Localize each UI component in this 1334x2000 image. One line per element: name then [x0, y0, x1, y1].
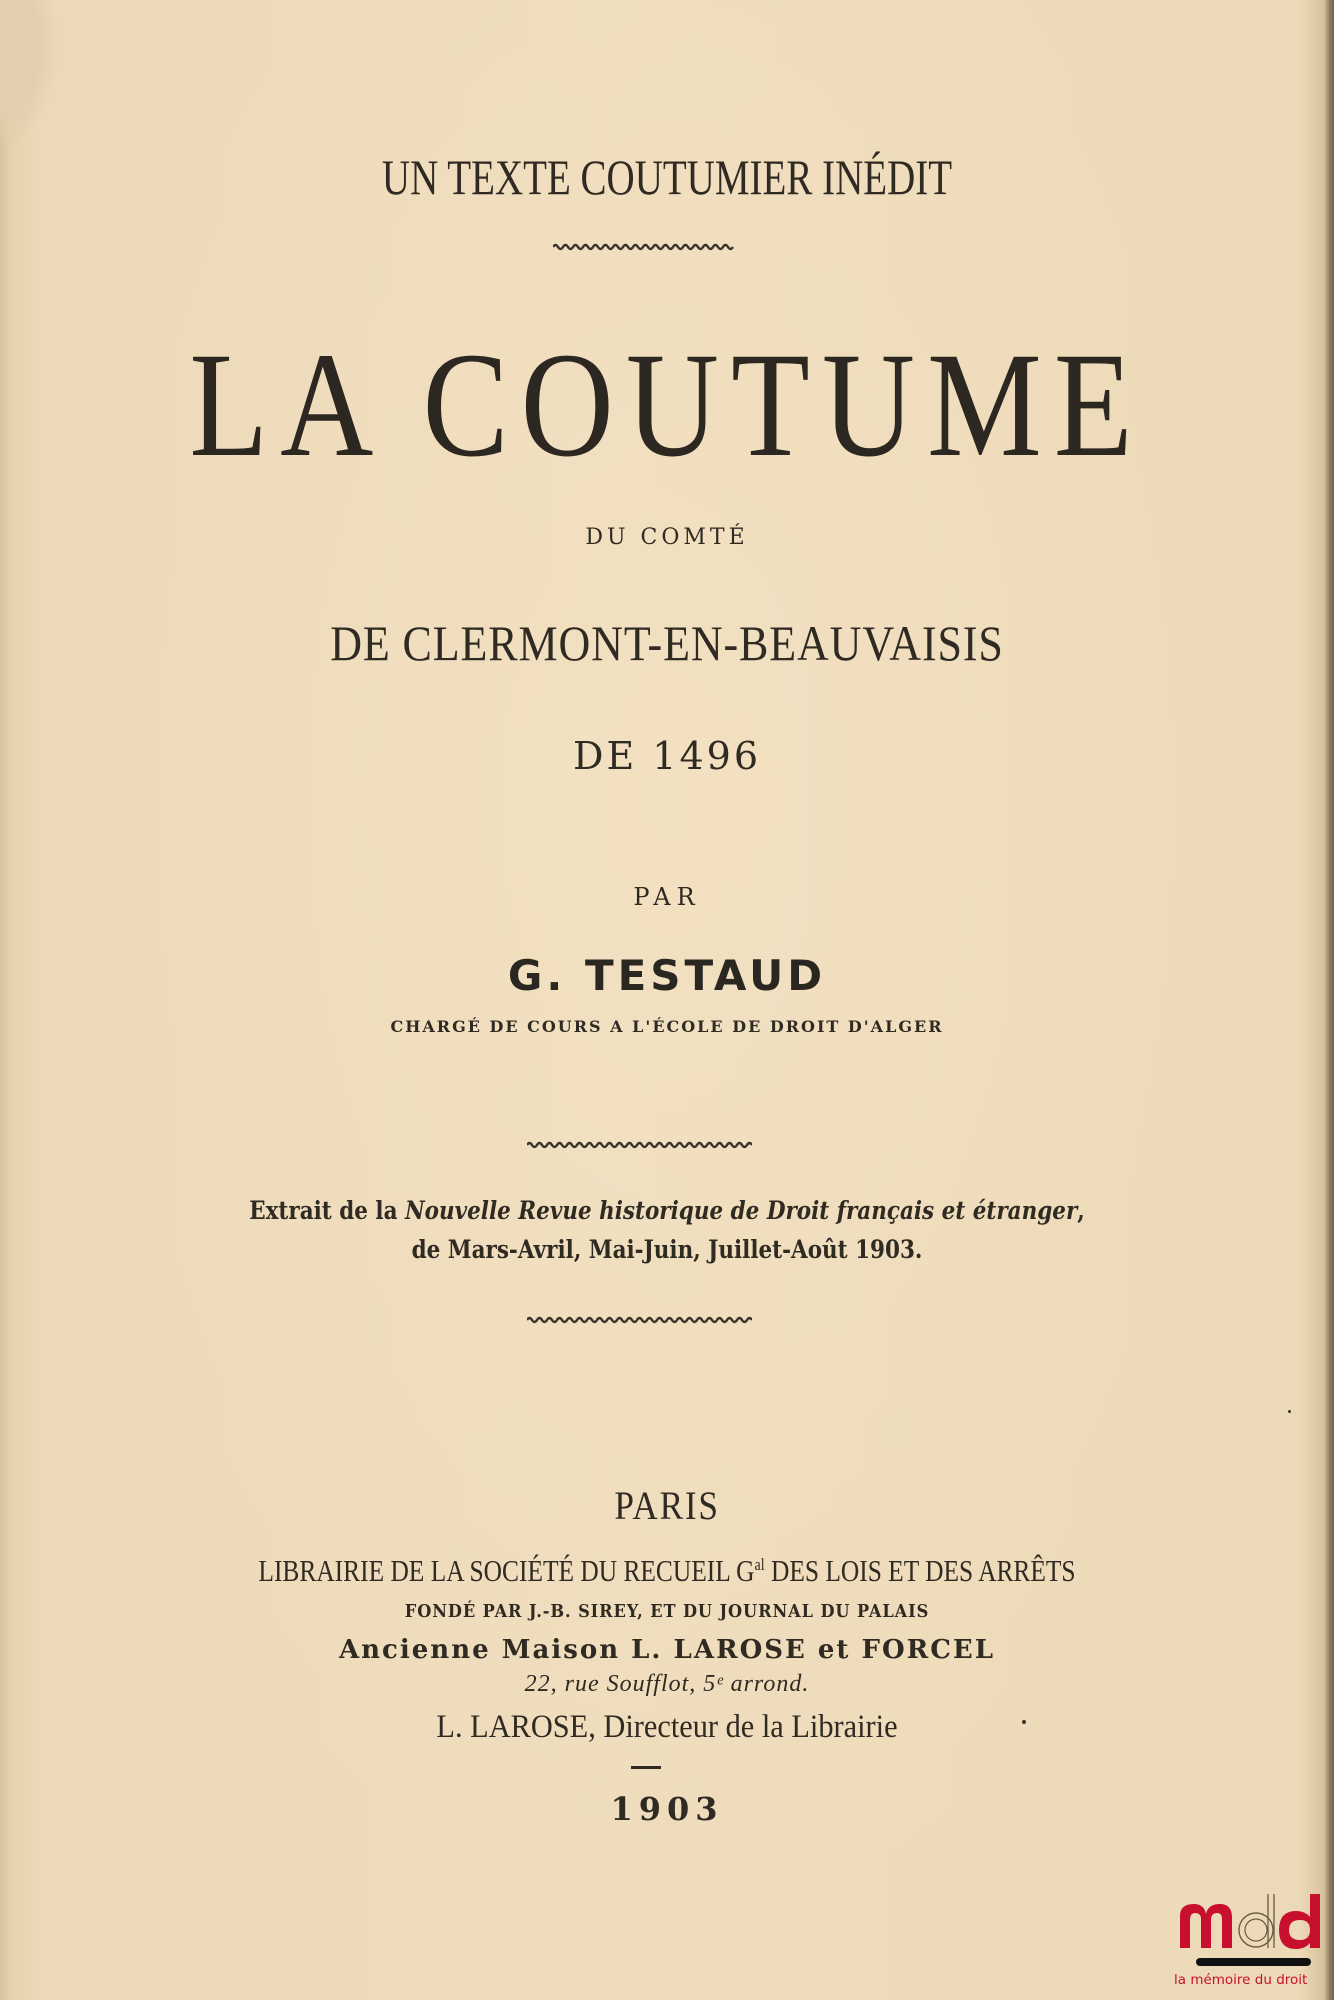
publisher-line-1-start: LIBRAIRIE DE LA SOCIÉTÉ DU RECUEIL G: [258, 1553, 755, 1588]
wavy-ornament-icon: [553, 243, 735, 251]
logo-bar: [1196, 1958, 1311, 1966]
author-name: G. TESTAUD: [507, 951, 827, 1000]
mdd-logo-icon: [1176, 1892, 1326, 1950]
logo-tagline: la mémoire du droit: [1174, 1972, 1308, 1988]
extract-suffix: ,: [1077, 1196, 1085, 1225]
mdd-watermark-logo: [1168, 1892, 1334, 2000]
publication-year: 1903: [610, 1790, 724, 1828]
author-role: CHARGÉ DE COURS A L'ÉCOLE DE DROIT D'ALGER: [390, 1017, 944, 1036]
publisher-line-1-end: DES LOIS ET DES ARRÊTS: [764, 1553, 1076, 1588]
extract-line-1: [93, 1198, 1240, 1223]
ink-speck: [1288, 1410, 1291, 1413]
imprint-city: PARIS: [614, 1483, 720, 1528]
publisher-address: 22, rue Soufflot, 5ᵉ arrond.: [524, 1671, 810, 1697]
du-comte-line: DU COMTÉ: [585, 525, 749, 550]
torn-paper-edge: [0, 0, 60, 150]
separator-dash: [631, 1766, 661, 1769]
place-title: DE CLERMONT-EN-BEAUVAISIS: [330, 615, 1004, 671]
journal-title: Nouvelle Revue historique de Droit français et étranger: [404, 1196, 1078, 1225]
publisher-line-2: FONDÉ PAR J.-B. SIREY, ET DU JOURNAL DU PALAIS: [404, 1601, 930, 1622]
extract-line-2: de Mars-Avril, Mai-Juin, Juillet-Août 1903.: [411, 1235, 923, 1264]
publisher-superscript: al: [754, 1555, 765, 1574]
wavy-ornament-icon: [527, 1316, 752, 1324]
publisher-director: L. LAROSE, Directeur de la Librairie: [436, 1709, 898, 1745]
sub-title: UN TEXTE COUTUMIER INÉDIT: [381, 149, 953, 205]
by-label: PAR: [633, 883, 701, 911]
ink-speck: [1022, 1720, 1026, 1724]
date-line: DE 1496: [573, 734, 761, 778]
extract-prefix: Extrait de la: [249, 1196, 405, 1225]
wavy-ornament-icon: [527, 1141, 752, 1149]
publisher-line-3: Ancienne Maison L. LAROSE et FORCEL: [338, 1635, 995, 1665]
main-title: LA COUTUME: [189, 322, 1145, 488]
publisher-line-1: [120, 1555, 1214, 1586]
